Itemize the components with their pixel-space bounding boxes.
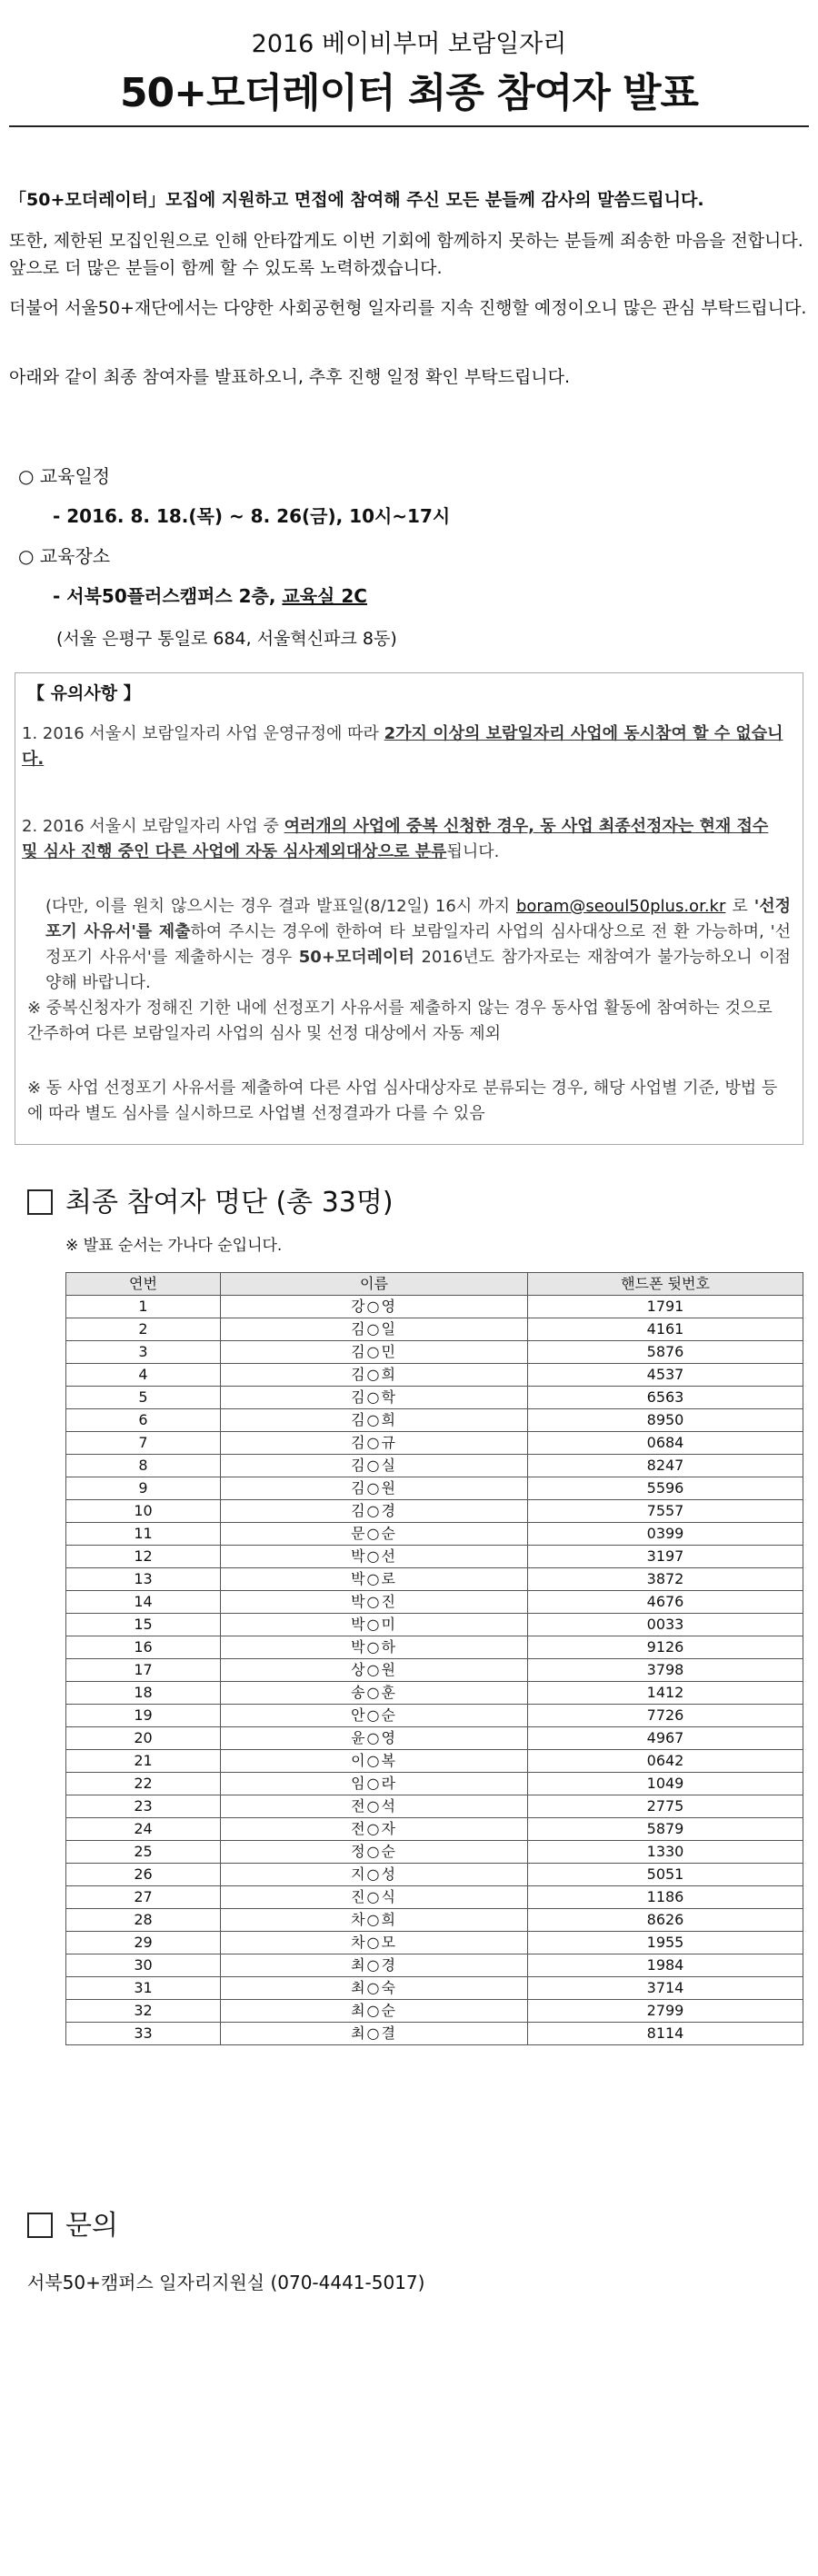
cell-number: 24 (66, 1818, 221, 1841)
cell-name: 최○결 (221, 2023, 528, 2045)
cell-name: 정○순 (221, 1841, 528, 1864)
cell-name: 강○영 (221, 1296, 528, 1318)
table-row (66, 1318, 803, 1341)
edu-place-address: (서울 은평구 통일로 684, 서울혁신파크 8동) (56, 629, 397, 649)
cell-number: 31 (66, 1977, 221, 2000)
notice-3-emphasis: '선정포기 사유서'를 제출 (45, 897, 791, 941)
table-row (66, 1477, 803, 1500)
cell-number: 18 (66, 1682, 221, 1705)
cell-phone: 4967 (528, 1727, 803, 1750)
notice-2-prefix: 2. 2016 서울시 보람일자리 사업 중 (22, 817, 284, 836)
cell-number: 19 (66, 1705, 221, 1727)
cell-number: 29 (66, 1932, 221, 1954)
edu-place-prefix: - 서북50플러스캠퍼스 2층, (53, 585, 283, 607)
column-header-name: 이름 (221, 1273, 528, 1296)
table-row (66, 1591, 803, 1614)
page-title: 50+모더레이터 최종 참여자 발표 (119, 70, 699, 116)
cell-number: 33 (66, 2023, 221, 2045)
cell-phone: 1955 (528, 1932, 803, 1954)
cell-phone: 3197 (528, 1546, 803, 1568)
cell-number: 2 (66, 1318, 221, 1341)
cell-phone: 7726 (528, 1705, 803, 1727)
cell-phone: 5051 (528, 1864, 803, 1886)
cell-number: 26 (66, 1864, 221, 1886)
table-row (66, 2000, 803, 2023)
column-header-number: 연번 (66, 1273, 221, 1296)
table-row (66, 1818, 803, 1841)
cell-name: 문○순 (221, 1523, 528, 1546)
cell-phone: 5879 (528, 1818, 803, 1841)
table-row (66, 1886, 803, 1909)
cell-phone: 7557 (528, 1500, 803, 1523)
cell-phone: 2775 (528, 1795, 803, 1818)
cell-number: 7 (66, 1432, 221, 1455)
cell-name: 김○민 (221, 1341, 528, 1364)
notice-3-email-link[interactable]: boram@seoul50plus.or.kr (515, 897, 726, 916)
cell-phone: 3872 (528, 1568, 803, 1591)
cell-number: 8 (66, 1455, 221, 1477)
cell-name: 임○라 (221, 1773, 528, 1795)
intro-thanks: 「50+모더레이터」모집에 지원하고 면접에 참여해 주신 모든 분들께 감사의 말씀드립니다. (9, 190, 704, 210)
cell-phone: 3798 (528, 1659, 803, 1682)
table-row (66, 1841, 803, 1864)
cell-number: 6 (66, 1409, 221, 1432)
cell-phone: 1984 (528, 1954, 803, 1977)
table-row (66, 1750, 803, 1773)
table-row (66, 1977, 803, 2000)
contact-title (27, 2203, 118, 2243)
cell-number: 27 (66, 1886, 221, 1909)
table-row (66, 1909, 803, 1932)
cell-name: 송○훈 (221, 1682, 528, 1705)
notice-3-d: 2016년도 참가자로는 재참여가 불가능하오니 이점 양해 바랍니다. (45, 948, 791, 992)
cell-name: 차○모 (221, 1932, 528, 1954)
table-row (66, 1705, 803, 1727)
cell-phone: 4676 (528, 1591, 803, 1614)
notice-2-emphasis: 여러개의 사업에 중복 신청한 경우, 동 사업 최종선정자는 현재 접수 및 심사 진행 중인 다른 사업에 자동 심사제외대상으로 분류 (22, 817, 769, 861)
cell-number: 9 (66, 1477, 221, 1500)
cell-number: 1 (66, 1296, 221, 1318)
table-row (66, 1387, 803, 1409)
table-row (66, 1795, 803, 1818)
notice-3-b: 로 (725, 897, 754, 916)
cell-number: 16 (66, 1636, 221, 1659)
table-row (66, 1636, 803, 1659)
notice-item-5: ※ 동 사업 선정포기 사유서를 제출하여 다른 사업 심사대상자로 분류되는 경우, 해당 사업별 기준, 방법 등에 따라 별도 심사를 실시하므로 사업별 선정결과가 다를 수 있음 (27, 1079, 778, 1123)
cell-name: 최○순 (221, 2000, 528, 2023)
cell-phone: 5596 (528, 1477, 803, 1500)
contact-info: 서북50+캠퍼스 일자리지원실 (070-4441-5017) (27, 2272, 425, 2293)
table-row (66, 1455, 803, 1477)
cell-phone: 9126 (528, 1636, 803, 1659)
table-row (66, 1682, 803, 1705)
cell-number: 5 (66, 1387, 221, 1409)
notice-1-emphasis: 2가지 이상의 보람일자리 사업에 동시참여 할 수 없습니다. (22, 724, 783, 769)
cell-number: 15 (66, 1614, 221, 1636)
table-row (66, 1546, 803, 1568)
cell-number: 17 (66, 1659, 221, 1682)
cell-name: 진○식 (221, 1886, 528, 1909)
cell-name: 최○경 (221, 1954, 528, 1977)
cell-number: 13 (66, 1568, 221, 1591)
cell-phone: 0399 (528, 1523, 803, 1546)
cell-number: 14 (66, 1591, 221, 1614)
cell-phone: 6563 (528, 1387, 803, 1409)
cell-number: 10 (66, 1500, 221, 1523)
cell-phone: 4537 (528, 1364, 803, 1387)
cell-number: 22 (66, 1773, 221, 1795)
checkbox-icon (27, 1189, 53, 1215)
table-header-row (66, 1273, 803, 1296)
cell-name: 윤○영 (221, 1727, 528, 1750)
cell-phone: 8247 (528, 1455, 803, 1477)
cell-number: 11 (66, 1523, 221, 1546)
table-row (66, 1727, 803, 1750)
page-subtitle: 2016 베이비부머 보람일자리 (251, 30, 567, 58)
cell-name: 상○원 (221, 1659, 528, 1682)
contact-title-text: 문의 (65, 2210, 118, 2242)
cell-phone: 1791 (528, 1296, 803, 1318)
checkbox-icon (27, 2213, 53, 2238)
cell-name: 김○실 (221, 1455, 528, 1477)
cell-name: 박○진 (221, 1591, 528, 1614)
cell-phone: 1049 (528, 1773, 803, 1795)
cell-name: 박○선 (221, 1546, 528, 1568)
notice-item-1 (22, 721, 785, 772)
column-header-phone: 핸드폰 뒷번호 (528, 1273, 803, 1296)
cell-name: 차○희 (221, 1909, 528, 1932)
cell-number: 21 (66, 1750, 221, 1773)
cell-phone: 1412 (528, 1682, 803, 1705)
cell-phone: 8950 (528, 1409, 803, 1432)
cell-number: 30 (66, 1954, 221, 1977)
cell-phone: 0642 (528, 1750, 803, 1773)
notice-2-suffix: 됩니다. (446, 842, 500, 861)
edu-place-label: ○ 교육장소 (18, 545, 111, 567)
table-row (66, 1568, 803, 1591)
cell-phone: 8626 (528, 1909, 803, 1932)
notice-item-4: ※ 중복신청자가 정해진 기한 내에 선정포기 사유서를 제출하지 않는 경우 동사업 활동에 참여하는 것으로 간주하여 다른 보람일자리 사업의 심사 및 선정 대상에서 자동 제외 (27, 999, 773, 1043)
participant-table (65, 1272, 803, 2045)
edu-date-value: - 2016. 8. 18.(목) ~ 8. 26(금), 10시~17시 (53, 505, 451, 527)
notice-item-2 (22, 814, 785, 865)
cell-number: 28 (66, 1909, 221, 1932)
cell-name: 김○일 (221, 1318, 528, 1341)
table-row (66, 1932, 803, 1954)
cell-number: 23 (66, 1795, 221, 1818)
cell-phone: 4161 (528, 1318, 803, 1341)
cell-phone: 0033 (528, 1614, 803, 1636)
cell-name: 지○성 (221, 1864, 528, 1886)
table-row (66, 1523, 803, 1546)
cell-name: 김○규 (221, 1432, 528, 1455)
cell-name: 최○숙 (221, 1977, 528, 2000)
notice-3-bold: 50+모더레이터 (298, 948, 414, 967)
list-order-note: ※ 발표 순서는 가나다 순입니다. (65, 1237, 283, 1255)
cell-phone: 5876 (528, 1341, 803, 1364)
cell-phone: 3714 (528, 1977, 803, 2000)
table-row (66, 1954, 803, 1977)
table-row (66, 2023, 803, 2045)
cell-name: 전○자 (221, 1818, 528, 1841)
table-row (66, 1409, 803, 1432)
cell-phone: 1186 (528, 1886, 803, 1909)
cell-name: 이○복 (221, 1750, 528, 1773)
cell-name: 박○미 (221, 1614, 528, 1636)
cell-phone: 2799 (528, 2000, 803, 2023)
table-row (66, 1500, 803, 1523)
table-row (66, 1364, 803, 1387)
cell-number: 12 (66, 1546, 221, 1568)
cell-number: 25 (66, 1841, 221, 1864)
cell-number: 32 (66, 2000, 221, 2023)
cell-phone: 0684 (528, 1432, 803, 1455)
intro-more-info: 더불어 서울50+재단에서는 다양한 사회공헌형 일자리를 지속 진행할 예정이오니 많은 관심 부탁드립니다. (9, 298, 807, 318)
table-row (66, 1432, 803, 1455)
intro-announce: 아래와 같이 최종 참여자를 발표하오니, 추후 진행 일정 확인 부탁드립니다. (9, 367, 571, 387)
table-row (66, 1614, 803, 1636)
cell-name: 박○하 (221, 1636, 528, 1659)
title-divider (9, 125, 809, 127)
notice-heading: 【 유의사항 】 (27, 683, 141, 703)
table-row (66, 1659, 803, 1682)
table-row (66, 1773, 803, 1795)
intro-apology: 또한, 제한된 모집인원으로 인해 안타깝게도 이번 기회에 함께하지 못하는 분들께 죄송한 마음을 전합니다. 앞으로 더 많은 분들이 함께 할 수 있도록 노력하겠습니다. (9, 231, 803, 278)
notice-3-c: 하여 주시는 경우에 한하여 타 보람일자리 사업의 심사대상으로 전 환 가능하며, '선정포기 사유서'를 제출하시는 경우 (45, 922, 791, 967)
participant-list-title (27, 1179, 394, 1219)
cell-phone: 1330 (528, 1841, 803, 1864)
table-row (66, 1864, 803, 1886)
edu-date-label: ○ 교육일정 (18, 465, 111, 487)
edu-place-value (53, 582, 367, 608)
cell-number: 4 (66, 1364, 221, 1387)
notice-1-prefix: 1. 2016 서울시 보람일자리 사업 운영규정에 따라 (22, 724, 384, 743)
cell-phone: 8114 (528, 2023, 803, 2045)
cell-name: 김○희 (221, 1409, 528, 1432)
cell-name: 김○학 (221, 1387, 528, 1409)
table-row (66, 1341, 803, 1364)
participant-list-title-text: 최종 참여자 명단 (총 33명) (65, 1187, 394, 1218)
table-row (66, 1296, 803, 1318)
cell-name: 김○희 (221, 1364, 528, 1387)
notice-item-3 (45, 894, 791, 996)
notice-3-a: (다만, 이를 원치 않으시는 경우 결과 발표일(8/12일) 16시 까지 (45, 897, 516, 916)
cell-name: 김○경 (221, 1500, 528, 1523)
cell-number: 3 (66, 1341, 221, 1364)
cell-name: 김○원 (221, 1477, 528, 1500)
cell-name: 안○순 (221, 1705, 528, 1727)
cell-name: 박○로 (221, 1568, 528, 1591)
cell-number: 20 (66, 1727, 221, 1750)
edu-place-room: 교육실 2C (282, 585, 367, 607)
cell-name: 전○석 (221, 1795, 528, 1818)
